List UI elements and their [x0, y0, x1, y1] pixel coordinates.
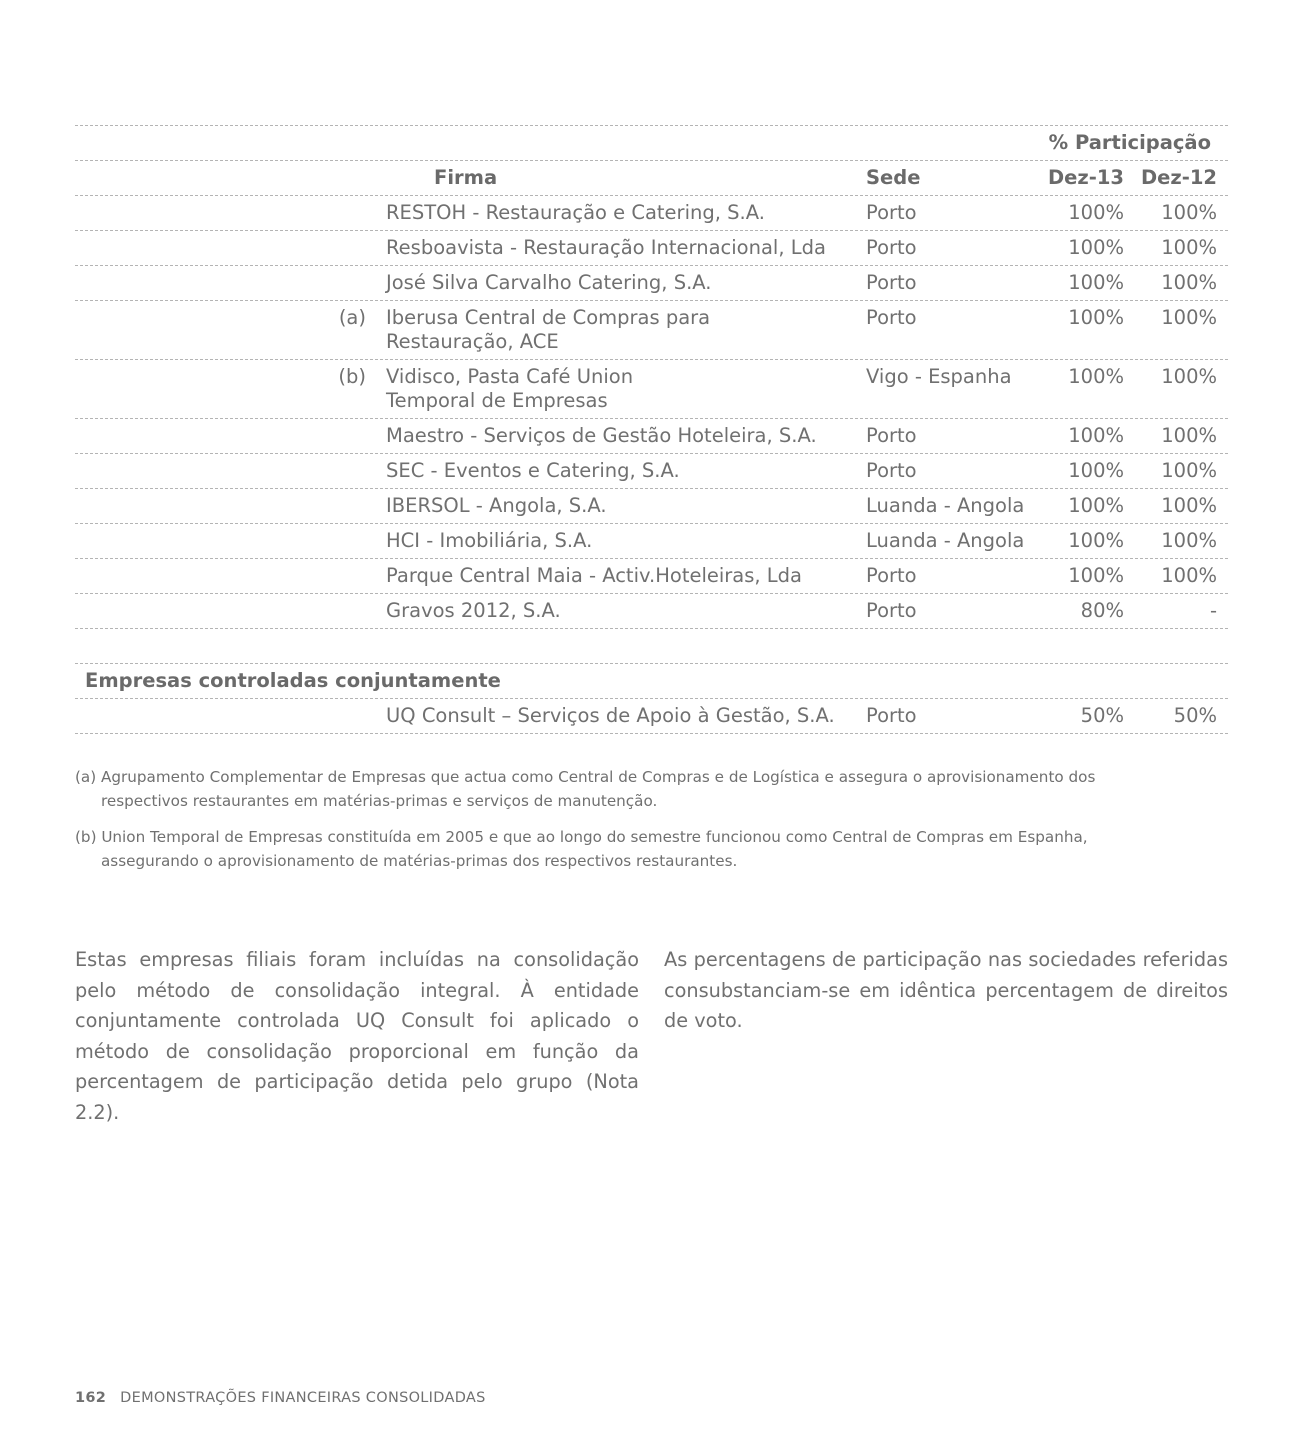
- page-footer: [75, 1390, 486, 1406]
- sede-value: Porto: [866, 201, 917, 224]
- firma-name: IBERSOL - Angola, S.A.: [386, 494, 607, 517]
- firma-name: Resboavista - Restauração Internacional, Lda: [386, 236, 826, 259]
- footnote-line: (a) Agrupamento Complementar de Empresas que actua como Central de Compras e de Logística e assegura o aprovisionamento dos: [75, 768, 1096, 786]
- dez13-value: 100%: [1068, 459, 1124, 482]
- footnote-marker: (a): [338, 306, 366, 329]
- subsidiary-rows: [75, 196, 1228, 629]
- footer-title: DEMONSTRAÇÕES FINANCEIRAS CONSOLIDADAS: [120, 1390, 486, 1406]
- firma-header: Firma: [434, 166, 498, 189]
- footnote-line: (b) Union Temporal de Empresas constituída em 2005 e que ao longo do semestre funcionou como Central de Compras em Espanha,: [75, 828, 1088, 846]
- table-row: [75, 196, 1228, 231]
- spacer-row: [75, 629, 1228, 664]
- dez13-value: 100%: [1068, 564, 1124, 587]
- table-row: [75, 360, 1228, 419]
- firma-name: Restauração, ACE: [386, 330, 559, 353]
- sede-value: Porto: [866, 704, 917, 727]
- participation-header: % Participação: [1048, 131, 1211, 154]
- dez12-header: Dez-12: [1141, 166, 1217, 189]
- table-row: [75, 559, 1228, 594]
- table-row: [75, 454, 1228, 489]
- dez12-value: 100%: [1161, 306, 1217, 329]
- table-row: [75, 231, 1228, 266]
- page-number: 162: [75, 1390, 107, 1406]
- firma-name: SEC - Eventos e Catering, S.A.: [386, 459, 680, 482]
- dez12-value: -: [1209, 599, 1217, 622]
- sede-value: Porto: [866, 306, 917, 329]
- footnote-line: respectivos restaurantes em matérias-primas e serviços de manutenção.: [101, 792, 658, 810]
- dez12-value: 100%: [1161, 424, 1217, 447]
- dez12-value: 50%: [1173, 704, 1217, 727]
- dez12-value: 100%: [1161, 365, 1217, 388]
- dez12-value: 100%: [1161, 271, 1217, 294]
- table-header-row: [75, 161, 1228, 196]
- dez13-value: 100%: [1068, 271, 1124, 294]
- dez13-value: 80%: [1080, 599, 1124, 622]
- firma-name: José Silva Carvalho Catering, S.A.: [386, 271, 712, 294]
- sede-value: Luanda - Angola: [866, 494, 1025, 517]
- table-header-participation-row: [75, 125, 1228, 161]
- sede-value: Porto: [866, 564, 917, 587]
- firma-name: Parque Central Maia - Activ.Hoteleiras, Lda: [386, 564, 803, 587]
- table-row: [75, 489, 1228, 524]
- dez13-header: Dez-13: [1048, 166, 1124, 189]
- joint-rows: [75, 699, 1228, 734]
- sede-value: Porto: [866, 271, 917, 294]
- dez13-value: 100%: [1068, 201, 1124, 224]
- table-row: [75, 699, 1228, 734]
- footnotes: [75, 765, 1215, 885]
- dez12-value: 100%: [1161, 529, 1217, 552]
- sede-value: Porto: [866, 424, 917, 447]
- body-text-left: Estas empresas filiais foram incluídas na consolidação pelo método de consolidação integral. À entidade conjuntamente controlada UQ Consult foi aplicado o método de consolidação proporcional em função da percentagem de participação detida pelo grupo (Nota 2.2).: [75, 948, 639, 1124]
- dez12-value: 100%: [1161, 564, 1217, 587]
- sede-value: Porto: [866, 236, 917, 259]
- sede-value: Porto: [866, 459, 917, 482]
- firma-name: Vidisco, Pasta Café Union: [386, 365, 634, 388]
- footnote-line: assegurando o aprovisionamento de matérias-primas dos respectivos restaurantes.: [101, 852, 738, 870]
- dez13-value: 100%: [1068, 236, 1124, 259]
- footnote-b: [75, 825, 1215, 873]
- dez13-value: 100%: [1068, 529, 1124, 552]
- footnote-marker: (b): [338, 365, 366, 388]
- dez12-value: 100%: [1161, 201, 1217, 224]
- sede-value: Luanda - Angola: [866, 529, 1025, 552]
- firma-name: Gravos 2012, S.A.: [386, 599, 561, 622]
- firma-name: RESTOH - Restauração e Catering, S.A.: [386, 201, 765, 224]
- table-row: [75, 301, 1228, 360]
- participations-table: [75, 125, 1228, 734]
- table-row: [75, 524, 1228, 559]
- sede-header: Sede: [866, 166, 921, 189]
- dez12-value: 100%: [1161, 494, 1217, 517]
- firma-name: Temporal de Empresas: [386, 389, 608, 412]
- dez13-value: 50%: [1080, 704, 1124, 727]
- body-text-right: As percentagens de participação nas sociedades referidas consubstanciam-se em idêntica percentagem de direitos de voto.: [664, 948, 1228, 1033]
- dez12-value: 100%: [1161, 236, 1217, 259]
- section-row: [75, 664, 1228, 699]
- firma-name: Iberusa Central de Compras para: [386, 306, 711, 329]
- dez13-value: 100%: [1068, 365, 1124, 388]
- dez13-value: 100%: [1068, 494, 1124, 517]
- table-row: [75, 266, 1228, 301]
- firma-name: HCI - Imobiliária, S.A.: [386, 529, 593, 552]
- dez13-value: 100%: [1068, 306, 1124, 329]
- firma-name: Maestro - Serviços de Gestão Hoteleira, S.A.: [386, 424, 817, 447]
- joint-section-title: Empresas controladas conjuntamente: [85, 669, 501, 692]
- dez12-value: 100%: [1161, 459, 1217, 482]
- table-row: [75, 594, 1228, 629]
- firma-name: UQ Consult – Serviços de Apoio à Gestão, S.A.: [386, 704, 835, 727]
- footnote-a: [75, 765, 1215, 813]
- table-row: [75, 419, 1228, 454]
- sede-value: Vigo - Espanha: [866, 365, 1012, 388]
- sede-value: Porto: [866, 599, 917, 622]
- dez13-value: 100%: [1068, 424, 1124, 447]
